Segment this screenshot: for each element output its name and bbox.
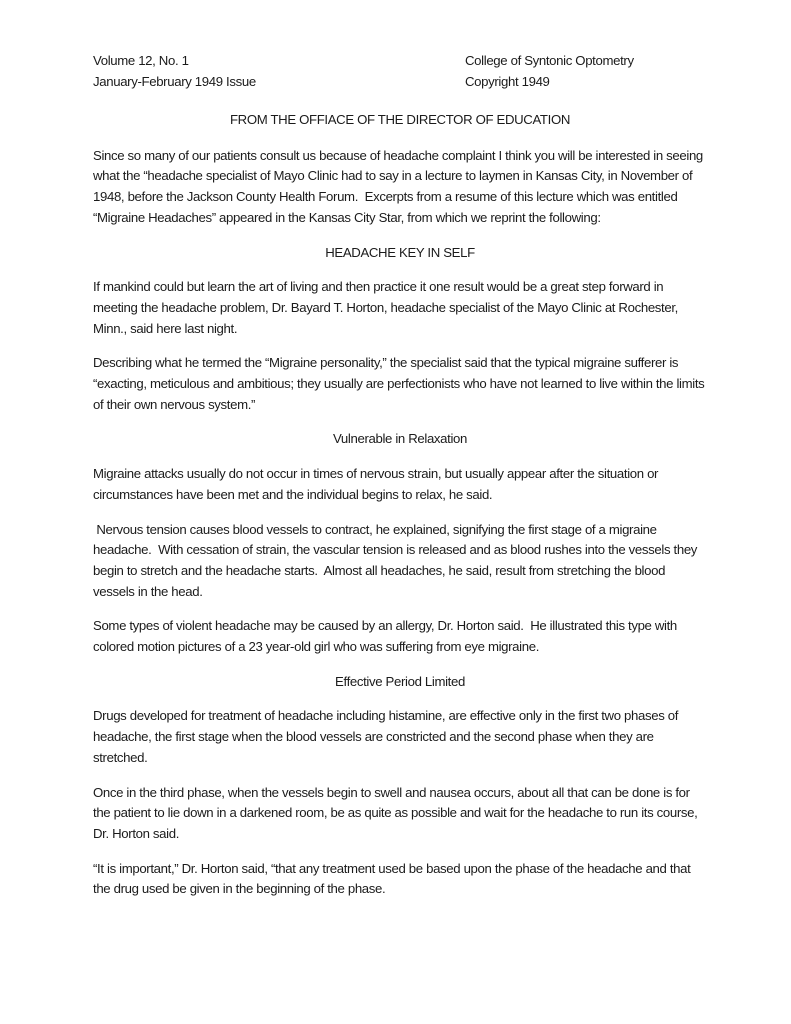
paragraph-introduction: Since so many of our patients consult us because of headache complaint I think you will be interested in seeing what the “headache specialist of Mayo Clinic had to say in a lecture to laymen in Kansas City, in November of 1948, before the Jackson County Health Forum. Excerpts from a resume of this lecture which was entitled “Migraine Headaches” appeared in the Kansas City Star, from which we reprint the following: (93, 147, 707, 225)
section-heading-effective-period-limited: Effective Period Limited (335, 673, 465, 689)
copyright-notice: Copyright 1949 (465, 74, 550, 89)
section-heading-vulnerable-in-relaxation: Vulnerable in Relaxation (332, 431, 468, 447)
document-title: FROM THE OFFIACE OF THE DIRECTOR OF EDUCATION (229, 112, 571, 127)
organization-name: College of Syntonic Optometry (465, 53, 634, 68)
issue-info (93, 50, 465, 92)
paragraph-third-phase: Once in the third phase, when the vessels begin to swell and nausea occurs, about all that can be done is for the patient to lie down in a darkened room, be as quite as possible and wait for the headache to run its course, Dr. Horton said. (93, 784, 701, 841)
paragraph-migraine-personality: Describing what he termed the “Migraine personality,” the specialist said that the typical migraine sufferer is “exacting, meticulous and ambitious; they usually are perfectionists who have not learned to live within the limits of their own nervous system.” (93, 355, 708, 412)
paragraph-art-of-living: If mankind could but learn the art of living and then practice it one result would be a great step forward in meeting the headache problem, Dr. Bayard T. Horton, headache specialist of the Mayo Clinic at Rochester, Minn., said here last night. (93, 279, 682, 336)
volume-number: Volume 12, No. 1 (93, 53, 189, 68)
paragraph-allergy-headache: Some types of violent headache may be caused by an allergy, Dr. Horton said. He illustrated this type with colored motion pictures of a 23 year-old girl who was suffering from eye migraine. (93, 618, 681, 655)
paragraph-migraine-attacks: Migraine attacks usually do not occur in times of nervous strain, but usually appear after the situation or circumstances have been met and the individual begins to relax, he said. (93, 466, 662, 502)
masthead (93, 50, 707, 92)
paragraph-nervous-tension: Nervous tension causes blood vessels to contract, he explained, signifying the first stage of a migraine headache. With cessation of strain, the vascular tension is released and as blood rushes into the vessels they begin to stretch and the headache starts. Almost all headaches, he said, result from stretching the blood vessels in the head. (93, 521, 701, 599)
publisher-info (465, 50, 707, 92)
issue-date: January-February 1949 Issue (93, 74, 256, 89)
section-heading-headache-key-in-self: HEADACHE KEY IN SELF (325, 244, 475, 260)
paragraph-treatment-importance: “It is important,” Dr. Horton said, “that any treatment used be based upon the phase of the headache and that the drug used be given in the beginning of the phase. (93, 860, 694, 897)
paragraph-drugs-developed: Drugs developed for treatment of headache including histamine, are effective only in the first two phases of headache, the first stage when the blood vessels are constricted and the second phase when they are stretched. (93, 708, 682, 765)
